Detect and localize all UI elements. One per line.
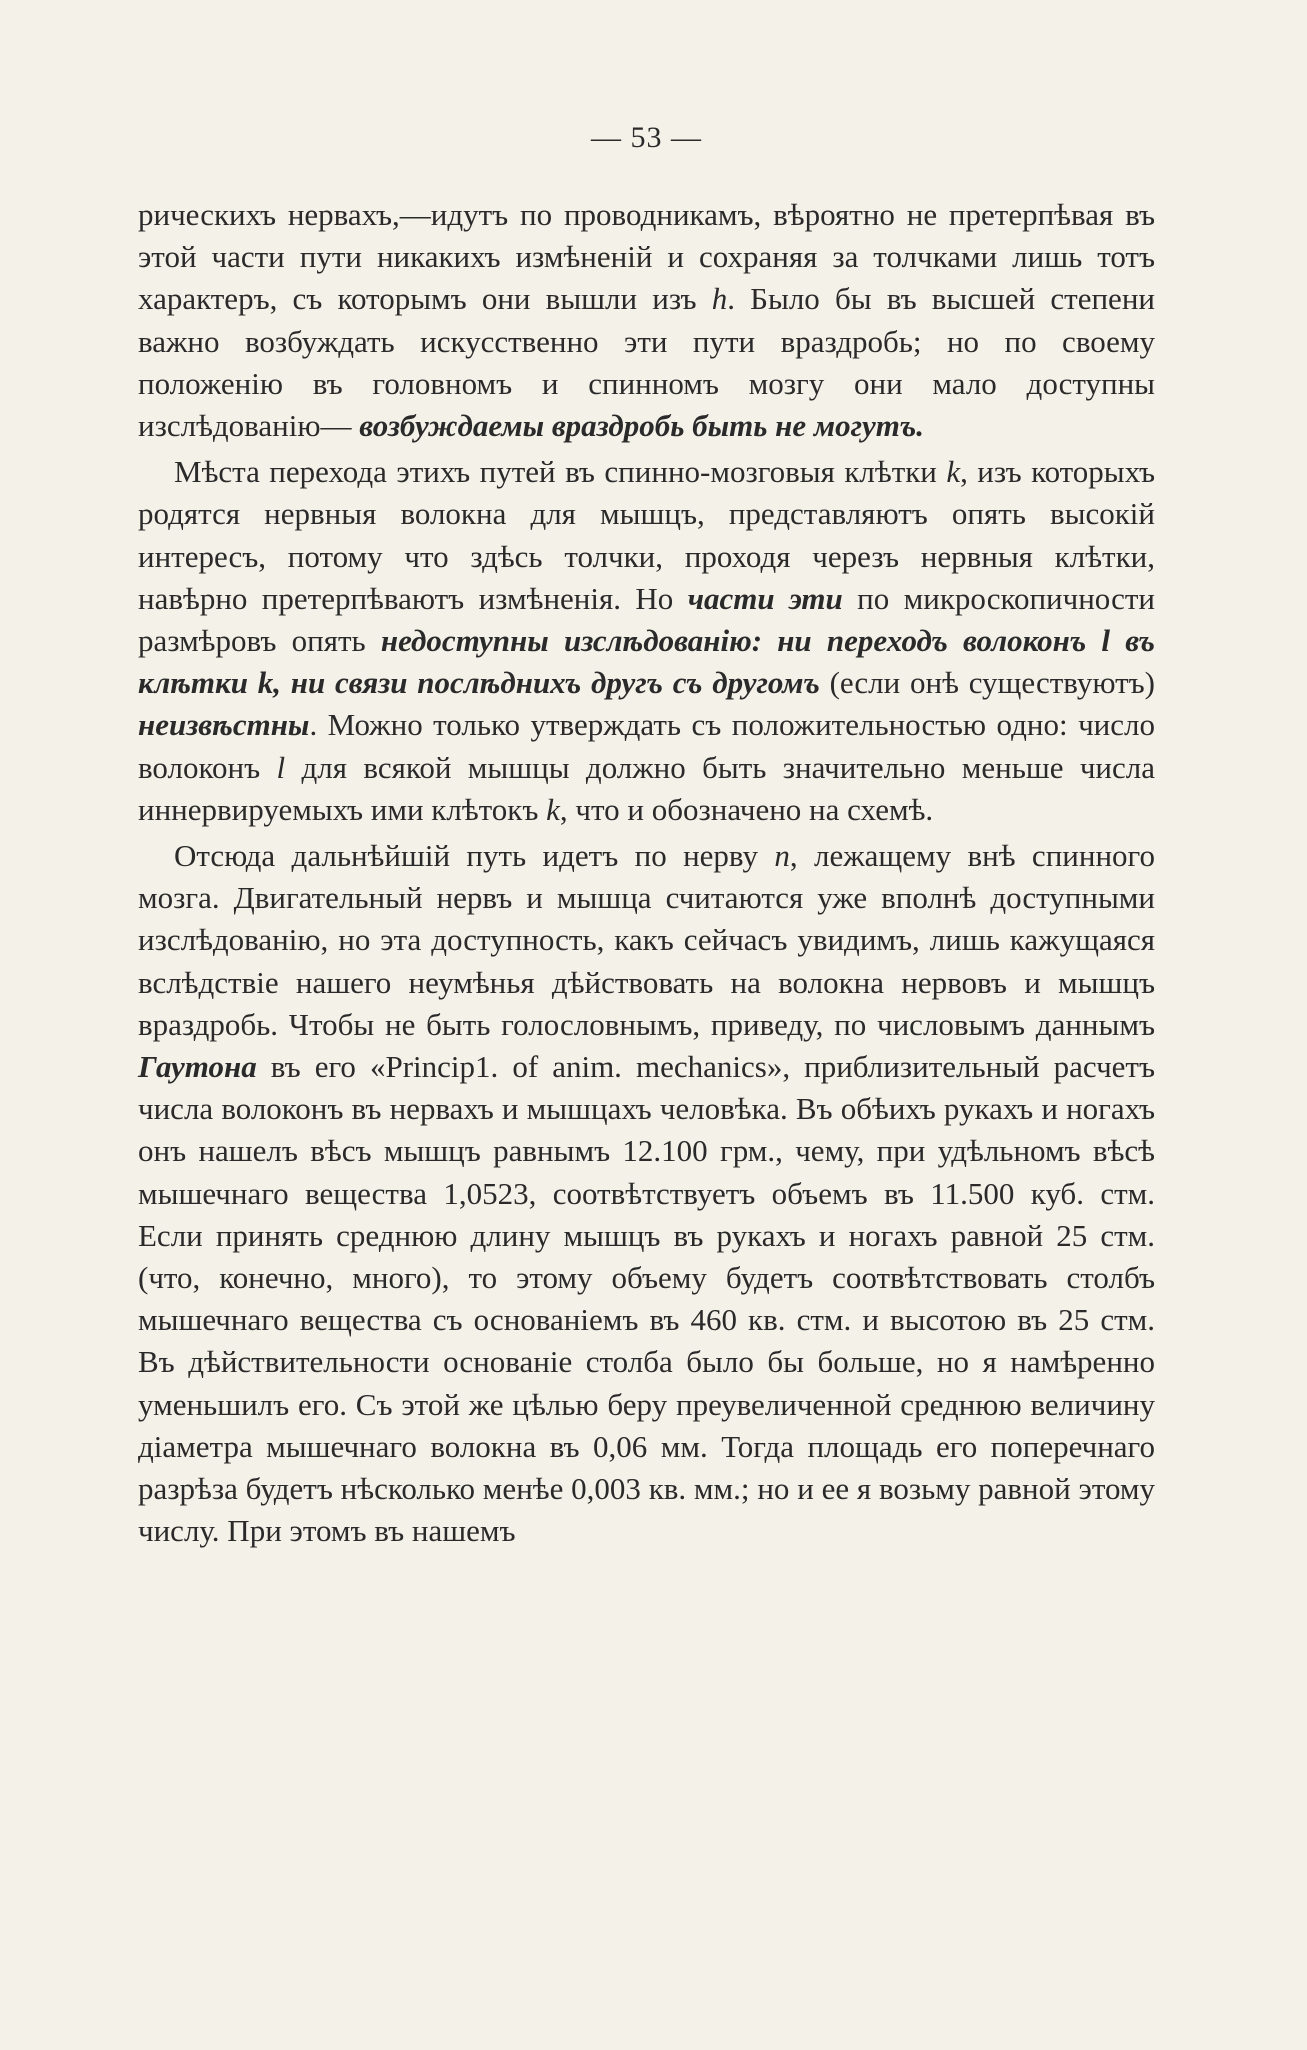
emphasis-text: недоступны изслѣдованію: ни переходъ волоконъ l въ клѣтки k, ни связи послѣднихъ другъ съ другомъ (138, 623, 1155, 701)
emphasis-text: части эти (687, 580, 843, 616)
text-run: , лежащему внѣ спинного мозга. Двигательный нервъ и мышца считаются уже вполнѣ доступными изслѣдованію, но эта доступность, какъ сейчасъ увидимъ, лишь кажущаяся вслѣдствіе нашего неумѣнья дѣйствовать на волокна нервовъ и мышцъ враздробь. Чтобы не быть голословнымъ, приведу, по числовымъ даннымъ (138, 838, 1155, 1042)
text-run: рическихъ нервахъ,—идутъ по проводникамъ, вѣроятно не претерпѣвая въ этой части пути никакихъ измѣненій и сохраняя за толчками лишь тотъ характеръ, съ которымъ они вышли изъ (138, 197, 1155, 317)
text-run: по микроскопичности размѣровъ опять (138, 580, 1155, 659)
paragraph-2 (138, 451, 1155, 831)
text-run: (если онѣ существуютъ) (819, 665, 1155, 701)
paragraph-3 (138, 835, 1155, 1552)
italic-symbol: l (276, 749, 286, 785)
italic-symbol: n (774, 838, 790, 874)
italic-symbol: h (711, 281, 728, 317)
text-run: , изъ которыхъ родятся нервныя волокна для мышцъ, представляютъ опять высокій интересъ, потому что здѣсь толчки, проходя черезъ нервныя клѣтки, навѣрно претерпѣваютъ измѣненія. Но (138, 454, 1155, 616)
text-run: Отсюда дальнѣйшій путь идетъ по нерву (174, 838, 775, 874)
text-run: . Можно только утверждать съ положительностью одно: число волоконъ (138, 707, 1155, 785)
emphasis-text: возбуждаемы враздробь быть не могутъ. (359, 408, 925, 444)
italic-symbol: k (946, 454, 961, 490)
emphasis-text: Гаутона (138, 1049, 257, 1085)
text-run: . Было бы въ высшей степени важно возбуждать искусственно эти пути враздробь; но по своему положенію въ головномъ и спинномъ мозгу они мало доступны изслѣдованію— (138, 281, 1155, 444)
paragraph-1 (138, 194, 1155, 447)
text-run: Мѣста перехода этихъ путей въ спинно-мозговыя клѣтки (174, 454, 947, 490)
emphasis-text: неизвѣстны (138, 707, 310, 743)
italic-symbol: k (546, 791, 560, 827)
text-run: , что и обозначено на схемѣ. (559, 791, 934, 827)
page-number: — 53 — (591, 121, 702, 154)
text-run: въ его «Princip1. of anim. mechanics», приблизительный расчетъ числа волоконъ въ нервахъ и мышцахъ человѣка. Въ обѣихъ рукахъ и ногахъ онъ нашелъ вѣсъ мышцъ равнымъ 12.100 грм., чему, при удѣльномъ вѣсѣ мышечнаго вещества 1,0523, соотвѣтствуетъ объемъ въ 11.500 куб. стм. Если принять среднюю длину мышцъ въ рукахъ и ногахъ равной 25 стм. (что, конечно, много), то этому объему будетъ соотвѣтствовать столбъ мышечнаго вещества съ основаніемъ въ 460 кв. стм. и высотою въ 25 стм. Въ дѣйствительности основаніе столба было бы больше, но я намѣренно уменьшилъ его. Съ этой же цѣлью беру преувеличенной среднюю величину діаметра мышечнаго волокна въ 0,06 мм. Тогда площадь его поперечнаго разрѣза будетъ нѣсколько менѣе 0,003 кв. мм.; но и ее я возьму равной этому числу. При этомъ въ нашемъ (138, 1049, 1155, 1549)
text-run: для всякой мышцы должно быть значительно меньше числа иннервируемыхъ ими клѣтокъ (138, 749, 1156, 827)
